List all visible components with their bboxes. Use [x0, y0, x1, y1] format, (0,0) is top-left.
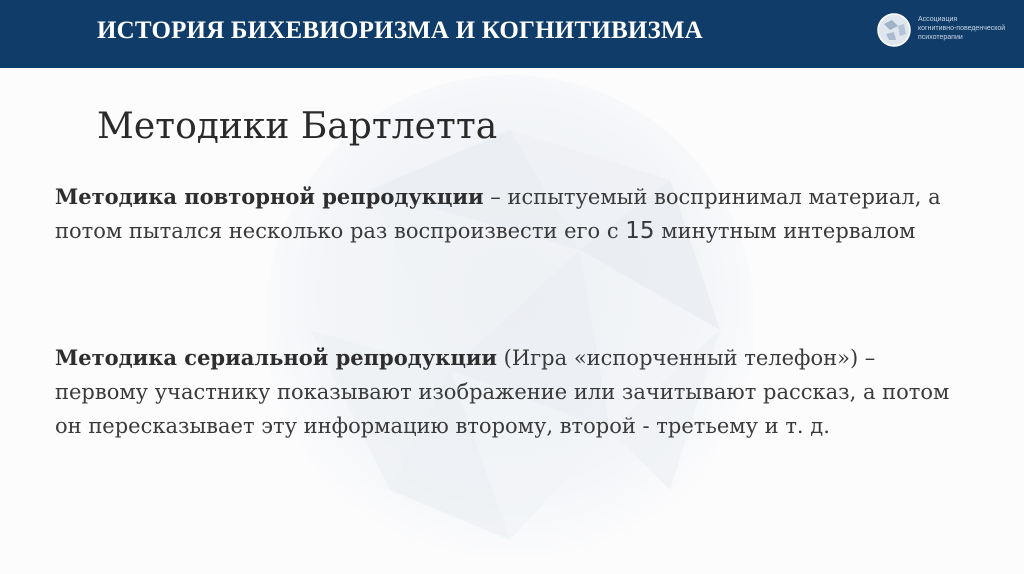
- slide-title: Методики Бартлетта: [97, 106, 498, 147]
- paragraph-repeated-reproduction: [55, 180, 955, 248]
- paragraph-text: (Игра «испорченный телефон») – первому участнику показывают изображение или зачитывают рассказ, а потом он пересказывает эту информацию второму, второй - третьему и т. д.: [55, 346, 950, 438]
- logo-text: [918, 15, 1014, 42]
- association-logo: [876, 12, 1016, 52]
- paragraph-number: 15: [625, 218, 655, 244]
- header-bar: [0, 0, 1024, 68]
- logo-text-line: Ассоциация: [918, 16, 958, 23]
- header-title: ИСТОРИЯ БИХЕВИОРИЗМА И КОГНИТИВИЗМА: [97, 17, 703, 44]
- globe-emblem-icon: [876, 12, 912, 48]
- paragraph-text: минутным интервалом: [654, 219, 916, 243]
- paragraph-term: Методика повторной репродукции: [55, 184, 484, 209]
- logo-text-line: когнитивно-поведенческой: [918, 25, 1006, 32]
- logo-text-line: психотерапии: [918, 34, 963, 41]
- paragraph-serial-reproduction: [55, 341, 955, 443]
- paragraph-text: – испытуемый воспринимал материал, а потом пытался несколько раз воспроизвести его с: [55, 185, 941, 243]
- paragraph-term: Методика сериальной репродукции: [55, 345, 497, 370]
